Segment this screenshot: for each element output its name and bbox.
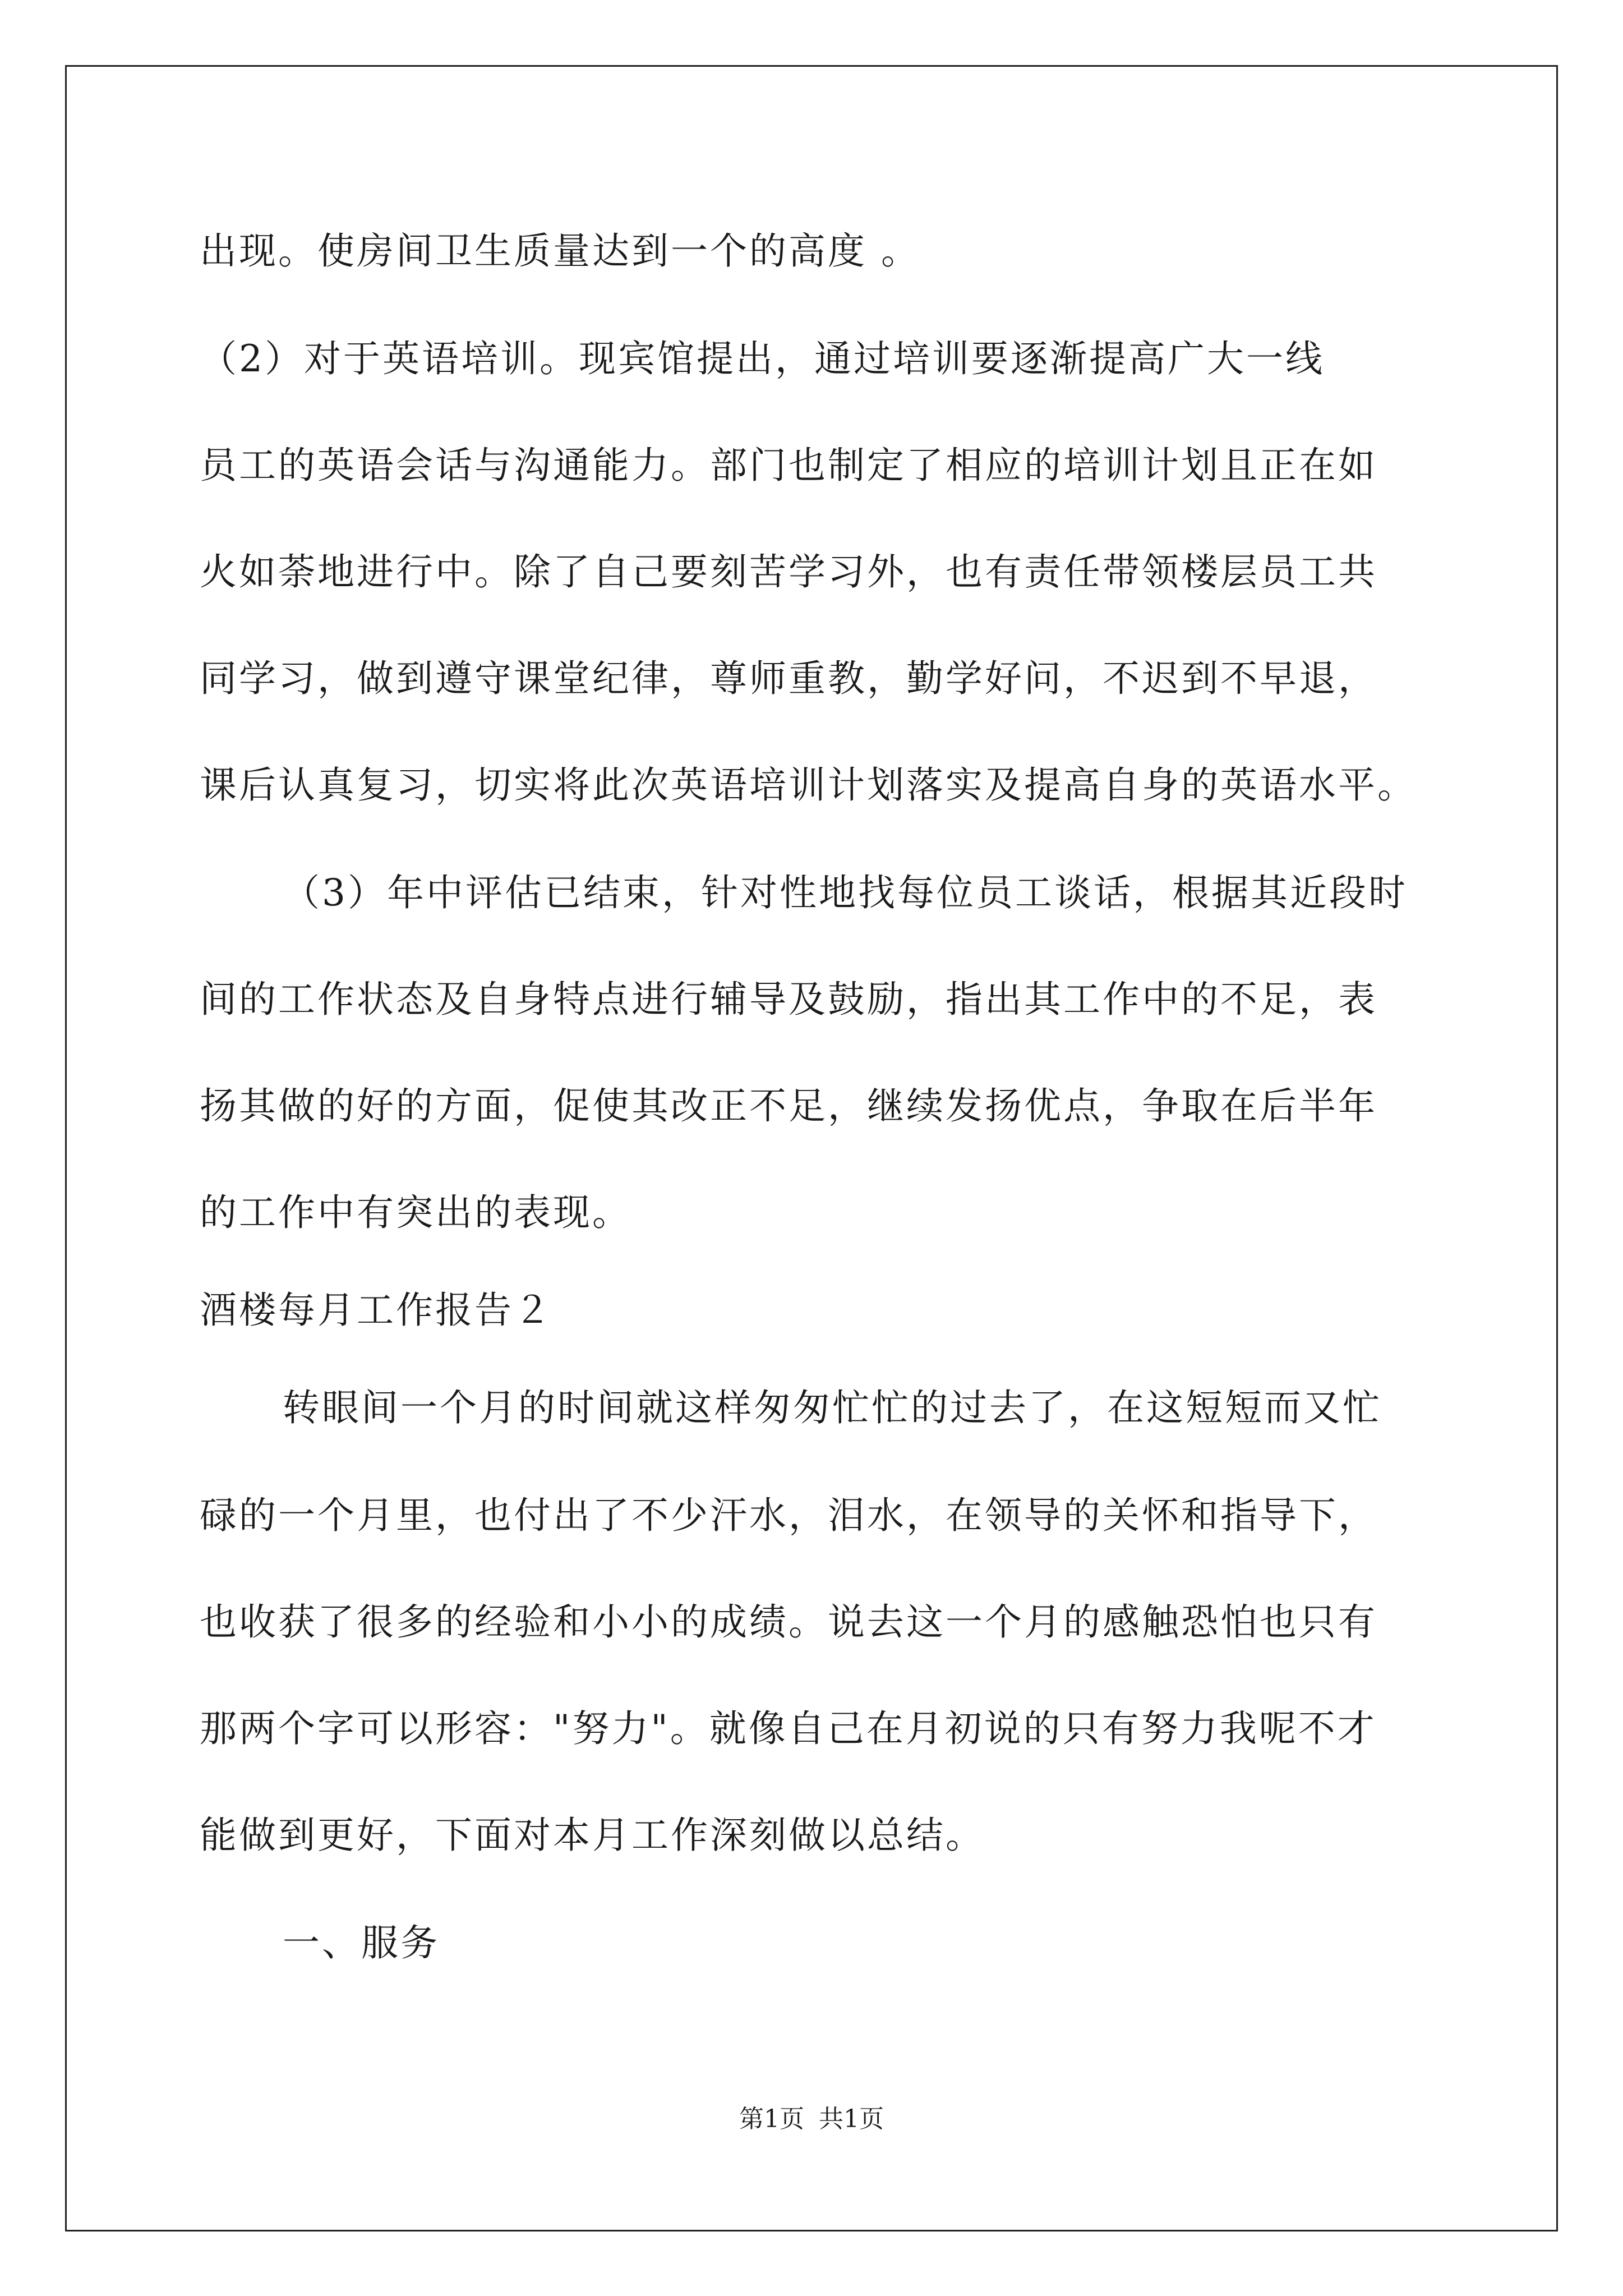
page-number-label: 第1页 (739, 2105, 804, 2133)
paragraph-line: （2）对于英语培训。现宾馆提出，通过培训要逐渐提高广大一线 (200, 337, 1325, 380)
paragraph-line: 转眼间一个月的时间就这样匆匆忙忙的过去了，在这短短而又忙 (283, 1386, 1382, 1429)
subsection-heading: 一、服务 (283, 1921, 440, 1964)
paragraph-line: 的工作中有突出的表现。 (200, 1191, 631, 1234)
paragraph-line: 课后认真复习，切实将此次英语培训计划落实及提高自身的英语水平。 (200, 763, 1417, 807)
paragraph-line: 员工的英语会话与沟通能力。部门也制定了相应的培训计划且正在如 (200, 444, 1377, 487)
paragraph-line: （3）年中评估已结束，针对性地找每位员工谈话，根据其近段时 (283, 871, 1408, 914)
paragraph-line: 同学习，做到遵守课堂纪律，尊师重教，勤学好问，不迟到不早退， (200, 657, 1377, 700)
page-total-label: 共1页 (819, 2105, 884, 2133)
paragraph-line: 能做到更好，下面对本月工作深刻做以总结。 (200, 1814, 985, 1857)
paragraph-line: 碌的一个月里，也付出了不少汗水，泪水，在领导的关怀和指导下， (200, 1494, 1377, 1537)
page-footer (0, 2104, 1623, 2135)
paragraph-line: 扬其做的好的方面，促使其改正不足，继续发扬优点，争取在后半年 (200, 1084, 1377, 1128)
paragraph-line: 也收获了很多的经验和小小的成绩。说去这一个月的感触恐怕也只有 (200, 1600, 1377, 1644)
paragraph-line: 出现。使房间卫生质量达到一个的高度 。 (200, 229, 920, 273)
paragraph-line: 间的工作状态及自身特点进行辅导及鼓励，指出其工作中的不足，表 (200, 978, 1377, 1021)
paragraph-line: 那两个字可以形容："努力"。就像自己在月初说的只有努力我呢不才 (200, 1707, 1377, 1750)
page-border (65, 65, 1558, 2231)
section-heading: 酒楼每月工作报告２ (200, 1289, 553, 1332)
paragraph-line: 火如荼地进行中。除了自己要刻苦学习外，也有责任带领楼层员工共 (200, 550, 1377, 593)
